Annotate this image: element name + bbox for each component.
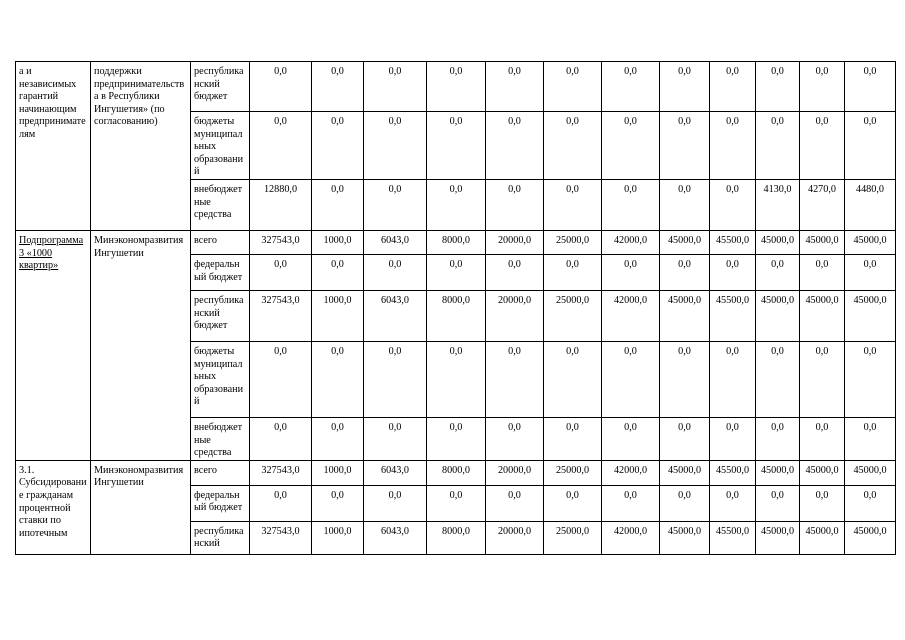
amount-cell: 0,0 bbox=[602, 62, 660, 112]
amount-cell: 45000,0 bbox=[756, 460, 800, 485]
funding-source-cell: бюджеты муниципальных образований bbox=[191, 112, 250, 180]
table-row bbox=[16, 460, 896, 485]
amount-cell: 0,0 bbox=[544, 485, 602, 521]
amount-cell: 0,0 bbox=[427, 254, 486, 290]
amount-cell: 0,0 bbox=[710, 417, 756, 460]
amount-cell: 20000,0 bbox=[486, 521, 544, 554]
amount-cell: 0,0 bbox=[250, 254, 312, 290]
amount-cell: 0,0 bbox=[845, 485, 896, 521]
amount-cell: 0,0 bbox=[364, 179, 427, 230]
amount-cell: 327543,0 bbox=[250, 460, 312, 485]
amount-cell: 6043,0 bbox=[364, 460, 427, 485]
program-name-cell bbox=[16, 62, 91, 231]
amount-cell: 0,0 bbox=[312, 112, 364, 180]
amount-cell: 0,0 bbox=[427, 341, 486, 417]
amount-cell: 0,0 bbox=[544, 341, 602, 417]
amount-cell: 0,0 bbox=[486, 254, 544, 290]
amount-cell: 0,0 bbox=[312, 62, 364, 112]
amount-cell: 0,0 bbox=[660, 254, 710, 290]
amount-cell: 327543,0 bbox=[250, 290, 312, 341]
amount-cell: 0,0 bbox=[427, 112, 486, 180]
amount-cell: 0,0 bbox=[364, 341, 427, 417]
amount-cell: 0,0 bbox=[312, 254, 364, 290]
funding-source-cell: внебюджетные средства bbox=[191, 179, 250, 230]
amount-cell: 0,0 bbox=[800, 62, 845, 112]
amount-cell: 0,0 bbox=[312, 179, 364, 230]
amount-cell: 0,0 bbox=[756, 417, 800, 460]
amount-cell: 8000,0 bbox=[427, 290, 486, 341]
amount-cell: 0,0 bbox=[602, 179, 660, 230]
amount-cell: 45000,0 bbox=[756, 521, 800, 554]
amount-cell: 0,0 bbox=[800, 254, 845, 290]
amount-cell: 42000,0 bbox=[602, 230, 660, 254]
amount-cell: 42000,0 bbox=[602, 460, 660, 485]
amount-cell: 45000,0 bbox=[660, 290, 710, 341]
amount-cell: 0,0 bbox=[660, 62, 710, 112]
amount-cell: 0,0 bbox=[800, 417, 845, 460]
amount-cell: 0,0 bbox=[845, 62, 896, 112]
amount-cell: 0,0 bbox=[845, 341, 896, 417]
amount-cell: 1000,0 bbox=[312, 290, 364, 341]
amount-cell: 0,0 bbox=[364, 485, 427, 521]
amount-cell: 0,0 bbox=[660, 485, 710, 521]
amount-cell: 0,0 bbox=[756, 485, 800, 521]
executor-cell: Минэкономразвития Ингушетии bbox=[91, 230, 191, 460]
amount-cell: 20000,0 bbox=[486, 230, 544, 254]
budget-table-sheet bbox=[15, 61, 896, 555]
amount-cell: 45000,0 bbox=[800, 521, 845, 554]
amount-cell: 0,0 bbox=[710, 62, 756, 112]
amount-cell: 0,0 bbox=[312, 341, 364, 417]
amount-cell: 0,0 bbox=[544, 179, 602, 230]
funding-source-cell: республиканский бюджет bbox=[191, 290, 250, 341]
amount-cell: 0,0 bbox=[427, 62, 486, 112]
funding-source-cell: бюджеты муниципальных образований bbox=[191, 341, 250, 417]
amount-cell: 0,0 bbox=[710, 254, 756, 290]
funding-source-cell: федеральный бюджет bbox=[191, 485, 250, 521]
amount-cell: 0,0 bbox=[602, 254, 660, 290]
amount-cell: 0,0 bbox=[660, 417, 710, 460]
amount-cell: 8000,0 bbox=[427, 460, 486, 485]
executor-cell: Минэкономразвития Ингушетии bbox=[91, 460, 191, 554]
funding-source-cell: республиканский бюджет bbox=[191, 62, 250, 112]
amount-cell: 0,0 bbox=[364, 417, 427, 460]
amount-cell: 0,0 bbox=[800, 341, 845, 417]
amount-cell: 0,0 bbox=[544, 254, 602, 290]
amount-cell: 1000,0 bbox=[312, 230, 364, 254]
amount-cell: 45000,0 bbox=[660, 230, 710, 254]
amount-cell: 20000,0 bbox=[486, 290, 544, 341]
amount-cell: 0,0 bbox=[845, 112, 896, 180]
amount-cell: 45000,0 bbox=[756, 230, 800, 254]
amount-cell: 25000,0 bbox=[544, 460, 602, 485]
amount-cell: 42000,0 bbox=[602, 290, 660, 341]
funding-source-cell: федеральный бюджет bbox=[191, 254, 250, 290]
funding-source-cell: внебюджетные средства bbox=[191, 417, 250, 460]
amount-cell: 45000,0 bbox=[660, 460, 710, 485]
amount-cell: 1000,0 bbox=[312, 460, 364, 485]
amount-cell: 0,0 bbox=[250, 112, 312, 180]
amount-cell: 0,0 bbox=[544, 112, 602, 180]
amount-cell: 0,0 bbox=[250, 341, 312, 417]
amount-cell: 45000,0 bbox=[845, 230, 896, 254]
amount-cell: 0,0 bbox=[756, 254, 800, 290]
table-row bbox=[16, 62, 896, 112]
amount-cell: 327543,0 bbox=[250, 521, 312, 554]
amount-cell: 45000,0 bbox=[756, 290, 800, 341]
amount-cell: 0,0 bbox=[427, 485, 486, 521]
program-name: а и независимых гарантий начинающим предпринимателям bbox=[19, 66, 86, 140]
amount-cell: 327543,0 bbox=[250, 230, 312, 254]
amount-cell: 0,0 bbox=[602, 485, 660, 521]
amount-cell: 42000,0 bbox=[602, 521, 660, 554]
amount-cell: 0,0 bbox=[660, 112, 710, 180]
amount-cell: 45000,0 bbox=[845, 521, 896, 554]
amount-cell: 0,0 bbox=[250, 485, 312, 521]
amount-cell: 45000,0 bbox=[845, 290, 896, 341]
amount-cell: 0,0 bbox=[710, 179, 756, 230]
amount-cell: 4270,0 bbox=[800, 179, 845, 230]
amount-cell: 0,0 bbox=[312, 485, 364, 521]
amount-cell: 0,0 bbox=[660, 341, 710, 417]
program-name-cell bbox=[16, 460, 91, 554]
amount-cell: 0,0 bbox=[427, 179, 486, 230]
amount-cell: 0,0 bbox=[800, 485, 845, 521]
amount-cell: 4480,0 bbox=[845, 179, 896, 230]
amount-cell: 25000,0 bbox=[544, 230, 602, 254]
funding-source-cell: республиканский bbox=[191, 521, 250, 554]
amount-cell: 45500,0 bbox=[710, 290, 756, 341]
amount-cell: 45500,0 bbox=[710, 460, 756, 485]
amount-cell: 20000,0 bbox=[486, 460, 544, 485]
amount-cell: 0,0 bbox=[486, 62, 544, 112]
amount-cell: 45000,0 bbox=[800, 460, 845, 485]
amount-cell: 6043,0 bbox=[364, 230, 427, 254]
amount-cell: 25000,0 bbox=[544, 521, 602, 554]
amount-cell: 6043,0 bbox=[364, 521, 427, 554]
amount-cell: 0,0 bbox=[602, 341, 660, 417]
amount-cell: 0,0 bbox=[602, 417, 660, 460]
funding-source-cell: всего bbox=[191, 230, 250, 254]
amount-cell: 45500,0 bbox=[710, 521, 756, 554]
amount-cell: 45000,0 bbox=[800, 290, 845, 341]
funding-source-cell: всего bbox=[191, 460, 250, 485]
amount-cell: 45000,0 bbox=[800, 230, 845, 254]
amount-cell: 45000,0 bbox=[845, 460, 896, 485]
amount-cell: 0,0 bbox=[250, 62, 312, 112]
amount-cell: 0,0 bbox=[486, 417, 544, 460]
amount-cell: 25000,0 bbox=[544, 290, 602, 341]
amount-cell: 0,0 bbox=[602, 112, 660, 180]
amount-cell: 0,0 bbox=[710, 112, 756, 180]
amount-cell: 1000,0 bbox=[312, 521, 364, 554]
amount-cell: 6043,0 bbox=[364, 290, 427, 341]
amount-cell: 0,0 bbox=[427, 417, 486, 460]
amount-cell: 0,0 bbox=[756, 341, 800, 417]
amount-cell: 0,0 bbox=[364, 112, 427, 180]
amount-cell: 0,0 bbox=[845, 417, 896, 460]
amount-cell: 0,0 bbox=[756, 62, 800, 112]
amount-cell: 0,0 bbox=[544, 417, 602, 460]
amount-cell: 0,0 bbox=[756, 112, 800, 180]
amount-cell: 0,0 bbox=[660, 179, 710, 230]
amount-cell: 4130,0 bbox=[756, 179, 800, 230]
amount-cell: 12880,0 bbox=[250, 179, 312, 230]
amount-cell: 45500,0 bbox=[710, 230, 756, 254]
amount-cell: 0,0 bbox=[364, 62, 427, 112]
program-name: Подпрограмма 3 «1000 квартир» bbox=[19, 234, 84, 272]
amount-cell: 0,0 bbox=[486, 179, 544, 230]
amount-cell: 8000,0 bbox=[427, 230, 486, 254]
amount-cell: 0,0 bbox=[486, 341, 544, 417]
program-name: 3.1. Субсидирование гражданам процентной ставки по ипотечным bbox=[19, 464, 87, 539]
executor-cell: поддержки предпринимательства в Республики Ингушетия» (по согласованию) bbox=[91, 62, 191, 231]
amount-cell: 0,0 bbox=[710, 341, 756, 417]
amount-cell: 0,0 bbox=[312, 417, 364, 460]
amount-cell: 0,0 bbox=[544, 62, 602, 112]
amount-cell: 0,0 bbox=[845, 254, 896, 290]
amount-cell: 8000,0 bbox=[427, 521, 486, 554]
amount-cell: 0,0 bbox=[486, 112, 544, 180]
budget-table bbox=[15, 61, 896, 555]
amount-cell: 0,0 bbox=[800, 112, 845, 180]
amount-cell: 0,0 bbox=[486, 485, 544, 521]
amount-cell: 0,0 bbox=[250, 417, 312, 460]
amount-cell: 0,0 bbox=[364, 254, 427, 290]
program-name-cell bbox=[16, 230, 91, 460]
table-row bbox=[16, 230, 896, 254]
amount-cell: 45000,0 bbox=[660, 521, 710, 554]
amount-cell: 0,0 bbox=[710, 485, 756, 521]
